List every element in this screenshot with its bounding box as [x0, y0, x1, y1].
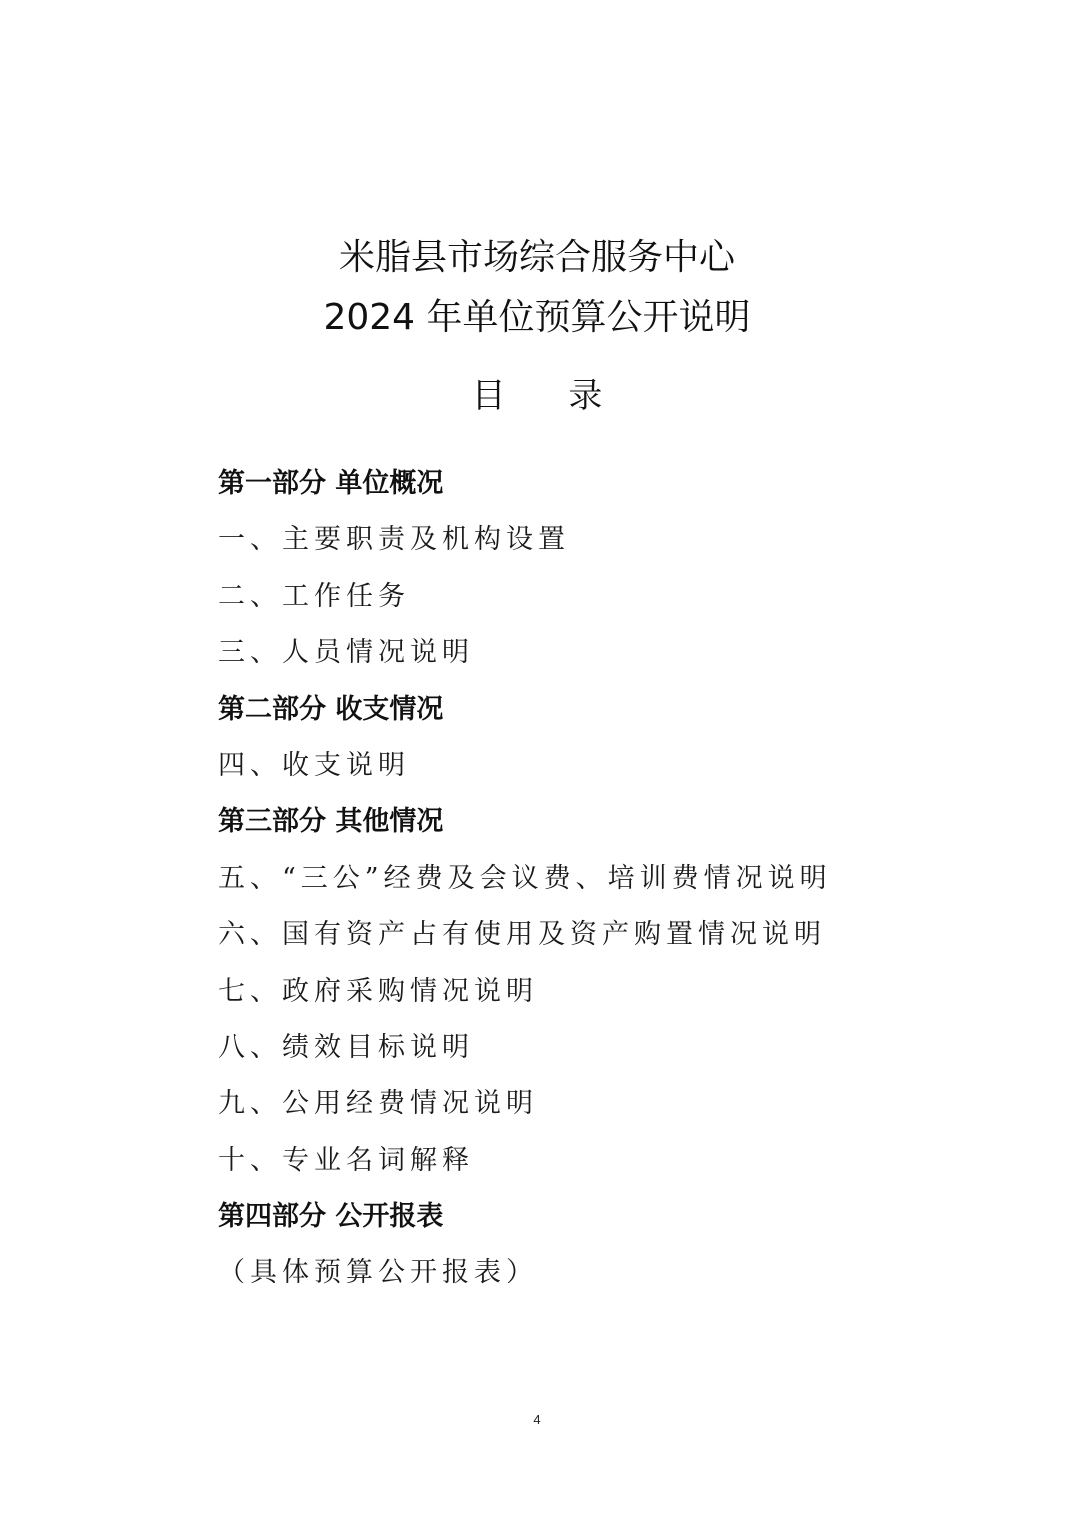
toc-item-5: 五、“三公”经费及会议费、培训费情况说明 — [218, 862, 832, 894]
toc-part-1: 第一部分 单位概况 — [218, 468, 444, 499]
title-line-report: 2024 年单位预算公开说明 — [323, 297, 751, 338]
toc-item-reports: （具体预算公开报表） — [218, 1257, 538, 1289]
toc-heading: 目 录 — [471, 376, 629, 416]
toc-item-4: 四、收支说明 — [218, 749, 410, 781]
toc-part-4: 第四部分 公开报表 — [218, 1201, 444, 1233]
document-title — [0, 228, 1074, 348]
toc-item-9: 九、公用经费情况说明 — [218, 1088, 538, 1120]
toc-item-6: 六、国有资产占有使用及资产购置情况说明 — [218, 919, 826, 951]
toc-item-10: 十、专业名词解释 — [218, 1144, 474, 1176]
toc-item-2: 二、工作任务 — [218, 580, 410, 612]
page-number: 4 — [533, 1412, 541, 1427]
toc-part-3: 第三部分 其他情况 — [218, 806, 444, 838]
toc-item-7: 七、政府采购情况说明 — [218, 975, 538, 1007]
table-of-contents — [218, 456, 998, 1302]
toc-item-8: 八、绩效目标说明 — [218, 1031, 474, 1063]
title-line-organization: 米脂县市场综合服务中心 — [338, 237, 735, 278]
toc-item-3: 三、人员情况说明 — [218, 637, 474, 669]
toc-item-1: 一、主要职责及机构设置 — [218, 524, 570, 556]
toc-part-2: 第二部分 收支情况 — [218, 693, 444, 725]
